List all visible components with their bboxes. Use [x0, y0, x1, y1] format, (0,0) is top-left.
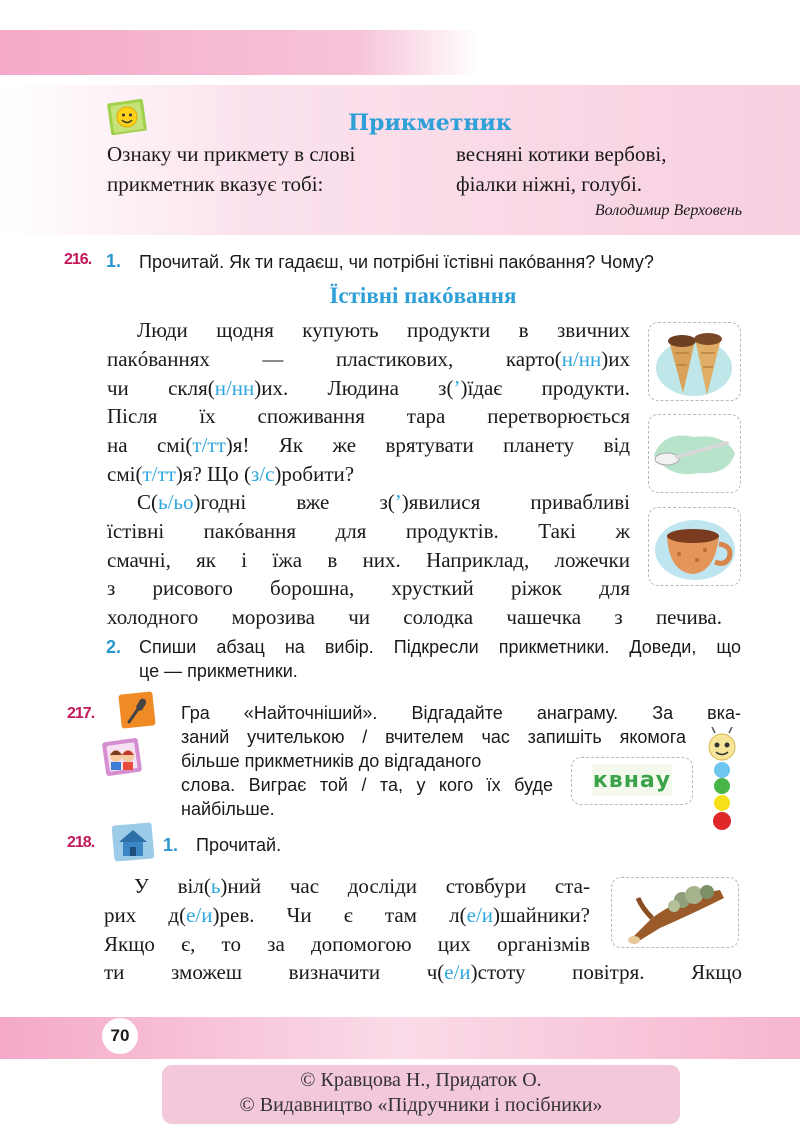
text-fragment: Після їх споживання тара перетворюється: [107, 404, 630, 429]
copyright-line: © Кравцова Н., Придаток О.: [300, 1069, 542, 1091]
cookie-cup-image: [648, 507, 741, 586]
text-line: [107, 603, 722, 632]
text-line: [104, 930, 590, 959]
step-number: 2.: [106, 637, 122, 657]
text-fragment: )стоту повітря. Якщо: [470, 960, 742, 985]
paragraph: [107, 316, 630, 489]
task-text: Прочитай. Як ти гадаєш, чи потрібні їстівні пакóвання? Чому?: [139, 252, 654, 272]
anagram-word: квнау: [592, 768, 672, 793]
lichen-branch-icon: [612, 878, 738, 947]
insertion-hint: ’: [453, 375, 461, 400]
rule-text: [107, 139, 355, 199]
text-fragment: )я? Що (: [175, 461, 251, 486]
text-fragment: на смі(: [107, 433, 193, 458]
poem-text: [456, 139, 666, 199]
text-line: [107, 488, 630, 517]
text-line: [107, 316, 630, 345]
insertion-hint: т/тт: [142, 461, 176, 486]
text-line: [107, 517, 630, 546]
text-fragment: смачні, як і їжа в них. Наприклад, ложечки: [107, 547, 630, 572]
text-line: [107, 460, 630, 489]
rule-line: прикметник вказує тобі:: [107, 172, 324, 196]
cookie-cup-icon: [649, 508, 740, 585]
text-line: [104, 958, 742, 987]
insertion-hint: т/тт: [192, 433, 226, 458]
insertion-hint: ’: [394, 490, 402, 514]
text-line: [107, 574, 630, 603]
paragraph: [104, 872, 742, 987]
text-fragment: )рев. Чи є там л(: [212, 902, 467, 927]
paragraph: [107, 488, 722, 632]
insertion-hint: е/и: [466, 902, 494, 927]
exercise-number: 217.: [67, 705, 95, 722]
insertion-hint: н/нн: [561, 346, 602, 371]
text-fragment: холодного морозива чи солодка чашечка з печива.: [107, 605, 722, 630]
text-fragment: )я! Як же врятувати планету від: [225, 433, 631, 458]
text-fragment: )их: [601, 346, 630, 371]
poem-line: весняні котики вербові,: [456, 142, 667, 166]
text-fragment: )их. Людина з(: [254, 375, 454, 400]
task-line: слова. Виграє той / та, у кого їх буде: [181, 775, 553, 795]
text-fragment: ти зможеш визначити ч(: [104, 960, 445, 985]
insertion-hint: ь/ьо: [158, 490, 194, 514]
poem-author: Володимир Верховень: [594, 202, 742, 219]
text-fragment: С(: [137, 490, 158, 514]
task-text: [139, 635, 741, 683]
caterpillar-icon: [703, 727, 743, 839]
text-fragment: з рисового борошна, хрусткий ріжок для: [107, 576, 630, 601]
insertion-hint: н/нн: [214, 375, 255, 400]
house-icon: [111, 822, 155, 866]
task-line: заний учителькою / вчителем час запишіть якомога: [181, 727, 686, 747]
spoon-icon: [649, 415, 740, 492]
text-fragment: У віл(: [134, 874, 211, 898]
rule-line: Ознаку чи прикмету в слові: [107, 142, 356, 166]
spoon-image: [648, 414, 741, 493]
insertion-hint: з/с: [250, 461, 275, 486]
step-number: 1.: [163, 835, 179, 855]
text-fragment: Якщо є, то за допомогою цих організмів: [104, 931, 590, 956]
insertion-hint: е/и: [444, 960, 471, 985]
task-line: більше прикметників до відгаданого: [181, 751, 482, 771]
copyright-box: [162, 1065, 680, 1124]
text-line: [107, 402, 630, 431]
lichen-branch-image: [611, 877, 739, 948]
text-line: [107, 546, 630, 575]
text-title: Їстівні пакóвання: [329, 283, 517, 308]
text-line: [104, 901, 590, 930]
text-fragment: пакóваннях — пластикових, карто(: [107, 346, 562, 371]
step-number: 1.: [106, 251, 122, 271]
text-fragment: їстівні пакóвання для продуктів. Такі ж: [107, 518, 630, 543]
text-fragment: )ний час досліди стовбури ста-: [220, 874, 590, 898]
page-number: 70: [102, 1018, 138, 1054]
rule-title: Прикметник: [348, 110, 512, 136]
text-fragment: чи скля(: [107, 375, 215, 400]
task-text: Прочитай.: [196, 835, 282, 855]
task-line: Спиши абзац на вибір. Підкресли прикметники. Доведи, що: [139, 637, 741, 657]
anagram-card: [571, 757, 693, 805]
text-line: [107, 431, 630, 460]
microphone-icon: [118, 691, 156, 733]
exercise-number: 216.: [64, 251, 92, 268]
insertion-hint: е/и: [186, 902, 213, 927]
ice-cream-cones-icon: [649, 323, 740, 400]
text-fragment: )годні вже з(: [193, 490, 395, 514]
ice-cream-cones-image: [648, 322, 741, 401]
poem-line: фіалки ніжні, голубі.: [456, 172, 643, 196]
text-fragment: рих д(: [104, 902, 187, 927]
insertion-hint: ь: [210, 874, 221, 898]
text-line: [107, 345, 630, 374]
text-line: [107, 374, 630, 403]
children-icon: [102, 738, 142, 780]
exercise-number: 218.: [67, 834, 95, 851]
task-line: Гра «Найточніший». Відгадайте анаграму. За вка-: [181, 703, 741, 723]
header-band: [0, 30, 800, 75]
text-fragment: Люди щодня купують продукти в звичних: [137, 318, 630, 342]
task-line: найбільше.: [181, 799, 275, 819]
text-fragment: )явилися привабливі: [401, 490, 630, 514]
copyright-line: © Видавництво «Підручники і посібники»: [239, 1094, 603, 1116]
text-fragment: смі(: [107, 461, 143, 486]
text-fragment: )їдає продукти.: [460, 375, 630, 400]
text-fragment: )робити?: [274, 461, 355, 486]
task-line: це — прикметники.: [139, 661, 298, 681]
text-fragment: )шайники?: [493, 902, 590, 927]
text-line: [104, 872, 590, 901]
